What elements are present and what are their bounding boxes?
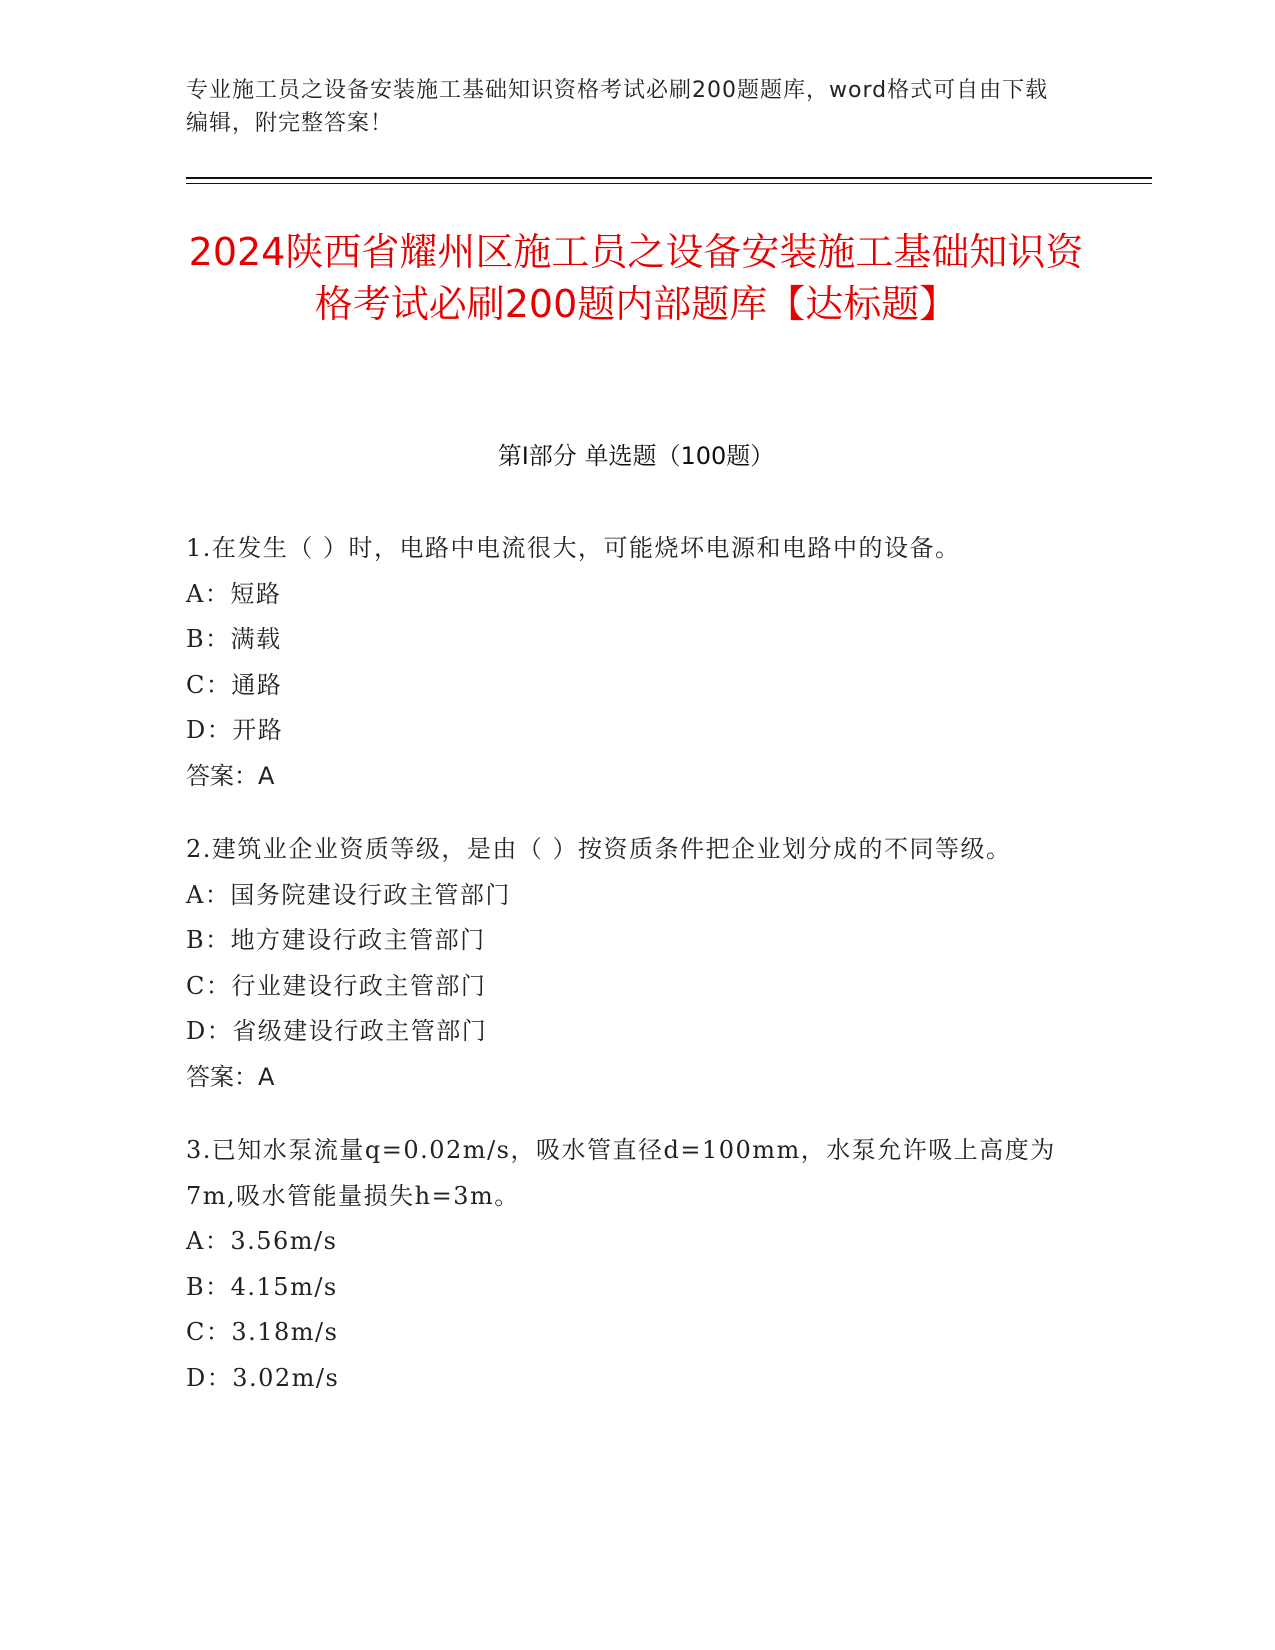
option-d: D：省级建设行政主管部门 (186, 1017, 488, 1045)
header-divider-thin (186, 183, 1152, 184)
question-3 (186, 1128, 1086, 1401)
option-c: C：行业建设行政主管部门 (186, 971, 487, 1000)
option-a: A：短路 (186, 579, 282, 608)
option-a: A：3.56m/s (186, 1227, 338, 1255)
option-b: B：满载 (186, 625, 282, 653)
question-list (186, 526, 1086, 1429)
question-text: 1.在发生（ ）时，电路中电流很大，可能烧坏电源和电路中的设备。 (186, 534, 961, 562)
option-d: D：开路 (186, 716, 284, 744)
question-text: 2.建筑业企业资质等级，是由（ ）按资质条件把企业划分成的不同等级。 (186, 835, 1012, 863)
document-title: 2024陕西省耀州区施工员之设备安装施工基础知识资格考试必刷200题内部题库【达标题】 (188, 230, 1084, 326)
header-divider-thick (186, 177, 1152, 179)
header-note: 专业施工员之设备安装施工基础知识资格考试必刷200题题库，word格式可自由下载编辑，附完整答案！ (186, 78, 1049, 136)
option-b: B：4.15m/s (186, 1272, 338, 1301)
option-b: B：地方建设行政主管部门 (186, 926, 486, 954)
answer-line: 答案：A (186, 1062, 275, 1091)
question-1 (186, 526, 1086, 799)
option-c: C：通路 (186, 670, 283, 699)
question-2 (186, 827, 1086, 1100)
option-a: A：国务院建设行政主管部门 (186, 880, 511, 909)
section-heading: 第I部分 单选题（100题） (497, 442, 775, 470)
option-d: D：3.02m/s (186, 1363, 340, 1392)
answer-line: 答案：A (186, 761, 275, 790)
question-text: 3.已知水泵流量q=0.02m/s，吸水管直径d=100mm，水泵允许吸上高度为7m,吸水管能量损失h=3m。 (186, 1136, 1056, 1210)
option-c: C：3.18m/s (186, 1318, 339, 1346)
